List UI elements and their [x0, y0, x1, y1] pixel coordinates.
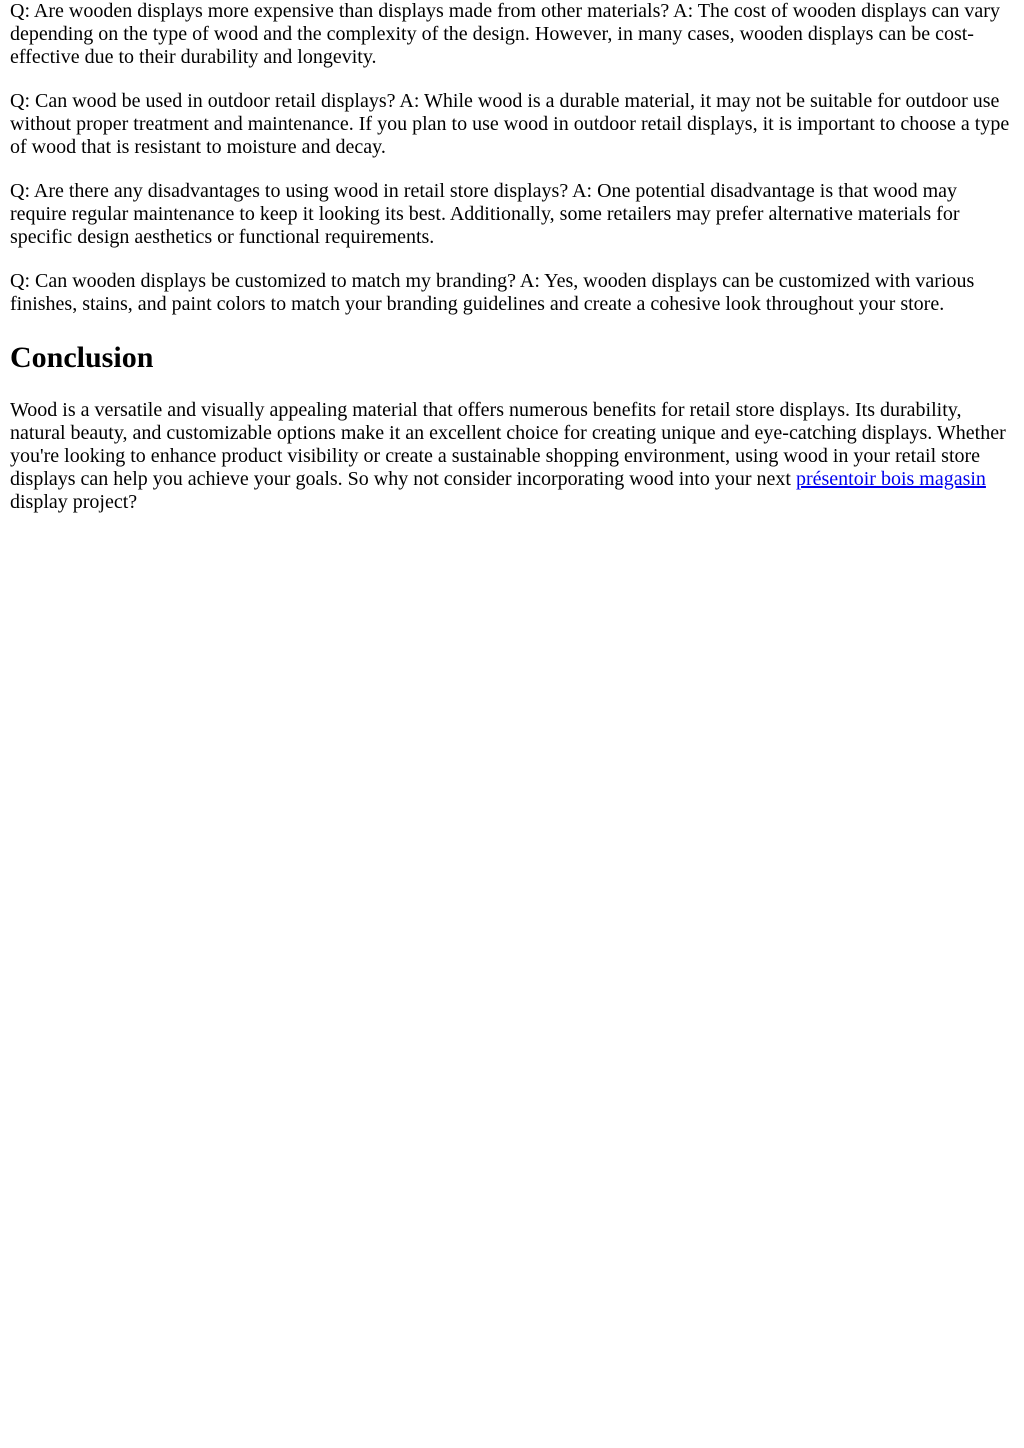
conclusion-heading: Conclusion: [10, 341, 154, 374]
conclusion-text-end: display project?: [10, 491, 138, 513]
conclusion-paragraph: [10, 399, 1014, 514]
faq-paragraph-4: Q: Can wooden displays be customized to match my branding? A: Yes, wooden displays can be customized with various finishes, stains, and paint colors to match your branding guidelines and create a cohesive look throughout your store.: [10, 270, 975, 315]
article-body: [0, 0, 1024, 514]
faq-paragraph-2: Q: Can wood be used in outdoor retail displays? A: While wood is a durable material, it may not be suitable for outdoor use without proper treatment and maintenance. If you plan to use wood in outdoor retail displays, it is important to choose a type of wood that is resistant to moisture and decay.: [10, 90, 1010, 158]
faq-paragraph-3: Q: Are there any disadvantages to using wood in retail store displays? A: One potential disadvantage is that wood may require regular maintenance to keep it looking its best. Additionally, some retailers may prefer alternative materials for specific design aesthetics or functional requirements.: [10, 180, 960, 248]
faq-paragraph-1: Q: Are wooden displays more expensive than displays made from other materials? A: The cost of wooden displays can vary depending on the type of wood and the complexity of the design. However, in many cases, wooden displays can be cost-effective due to their durability and longevity.: [10, 0, 1000, 68]
conclusion-text: Wood is a versatile and visually appealing material that offers numerous benefits for retail store displays. Its durability, natural beauty, and customizable options make it an excellent choice for creating unique and eye-catching displays. Whether you're looking to enhance product visibility or create a sustainable shopping environment, using wood in your retail store displays can help you achieve your goals. So why not consider incorporating wood into your next: [10, 399, 1006, 490]
presentoir-bois-magasin-link[interactable]: présentoir bois magasin: [795, 468, 986, 490]
